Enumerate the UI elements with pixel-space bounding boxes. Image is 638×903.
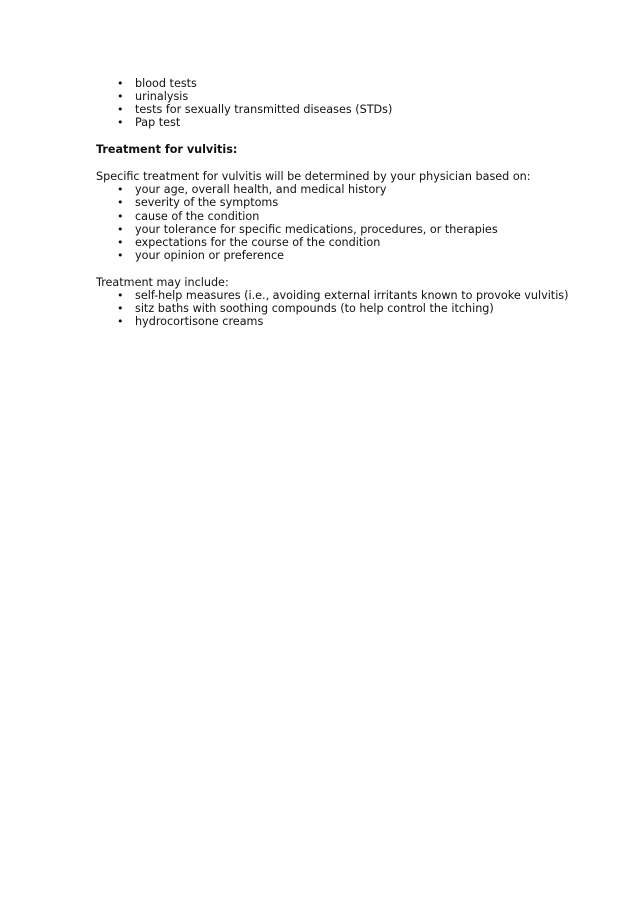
- bullet-icon: •: [117, 90, 124, 104]
- list-item: • your opinion or preference: [117, 248, 284, 262]
- treatments-list: [96, 288, 569, 329]
- bullet-icon: •: [117, 183, 124, 197]
- list-item: • urinalysis: [117, 90, 189, 104]
- bullet-icon: •: [117, 288, 124, 302]
- list-item: • your tolerance for specific medications, procedures, or therapies: [117, 222, 498, 236]
- treatment-may-include: Treatment may include:: [96, 275, 229, 289]
- bullet-icon: •: [117, 248, 124, 262]
- bullet-icon: •: [117, 77, 124, 90]
- tests-list: [96, 77, 566, 129]
- list-item: • severity of the symptoms: [117, 196, 279, 210]
- bullet-icon: •: [117, 235, 124, 249]
- bullet-icon: •: [117, 302, 124, 316]
- bullet-icon: •: [117, 315, 124, 329]
- list-item: • your age, overall health, and medical history: [117, 183, 387, 197]
- list-item: • tests for sexually transmitted diseases (STDs): [117, 103, 393, 117]
- list-item: • hydrocortisone creams: [117, 315, 264, 329]
- bullet-icon: •: [117, 222, 124, 236]
- bullet-icon: •: [117, 196, 124, 210]
- list-item: • self-help measures (i.e., avoiding external irritants known to provoke vulvitis): [117, 288, 569, 302]
- bullet-icon: •: [117, 103, 124, 117]
- list-item: • Pap test: [117, 116, 181, 130]
- factors-list: [96, 183, 566, 262]
- bullet-icon: •: [117, 209, 124, 223]
- treatment-heading: Treatment for vulvitis:: [96, 143, 238, 157]
- bullet-icon: •: [117, 116, 124, 130]
- treatment-intro: Specific treatment for vulvitis will be determined by your physician based on:: [96, 170, 531, 184]
- list-item: • cause of the condition: [117, 209, 260, 223]
- list-item: • expectations for the course of the condition: [117, 235, 381, 249]
- document-body: [96, 77, 569, 329]
- list-item: • sitz baths with soothing compounds (to help control the itching): [117, 302, 494, 316]
- list-item: • blood tests: [117, 77, 197, 90]
